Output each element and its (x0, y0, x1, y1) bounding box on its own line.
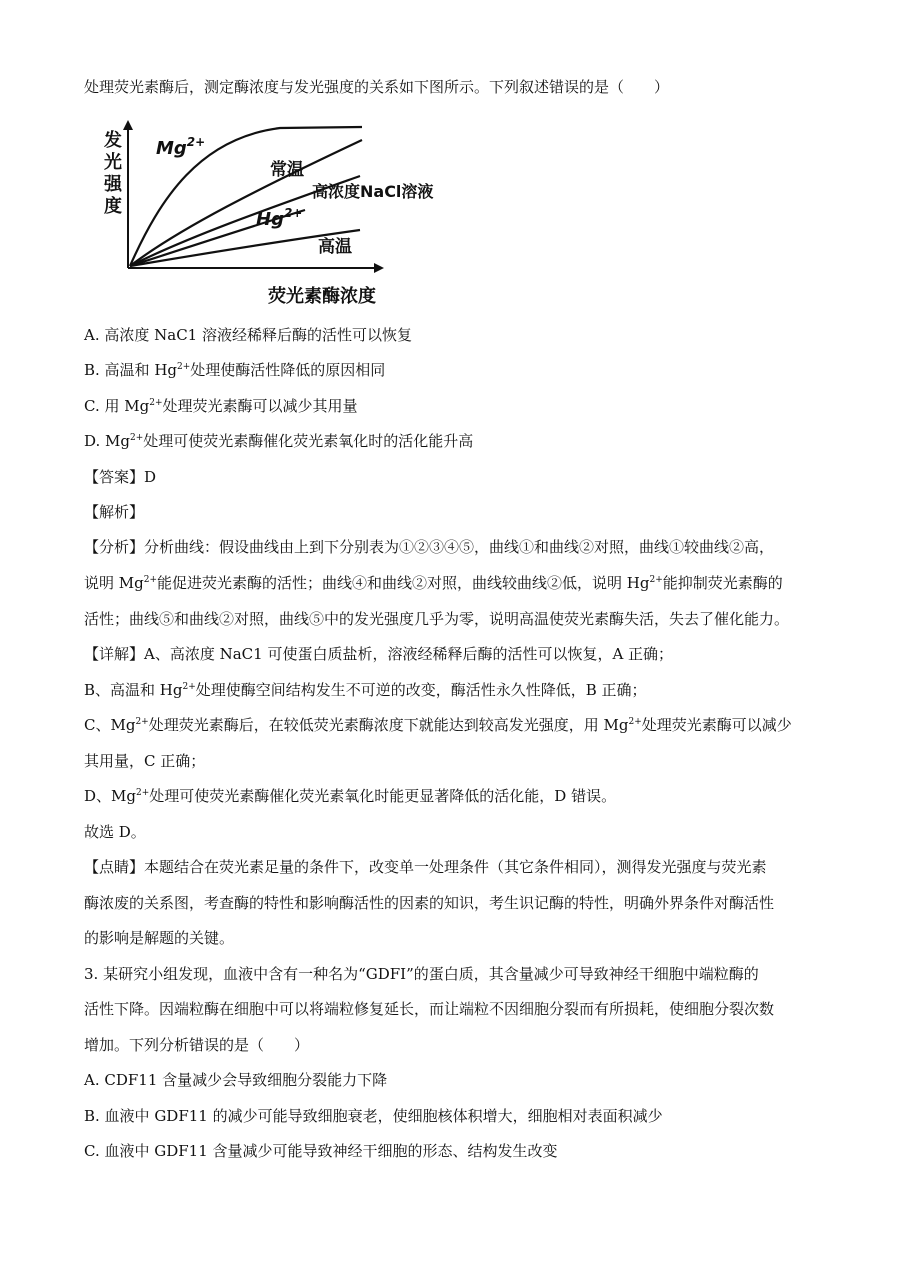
question-3-option-a: A. CDF11 含量减少会导致细胞分裂能力下降 (84, 1071, 388, 1089)
analysis-line-3: 活性；曲线⑤和曲线②对照，曲线⑤中的发光强度几乎为零，说明高温使荧光素酶失活，失去了催化能力。 (84, 610, 790, 628)
answer: 【答案】D (84, 468, 157, 486)
option-b: B. 高温和 $Hg^{2+}$处理使酶活性降低的原因相同 (84, 361, 386, 379)
series-label-hg: $Hg^{2+}$ (256, 206, 303, 230)
ylabel-char-3: 强 (104, 174, 122, 195)
y-axis-arrow (123, 120, 133, 130)
question-3-line-1: 3. 某研究小组发现，血液中含有一种名为“GDFI”的蛋白质，其含量减少可导致神经干细胞中端粒酶的 (84, 965, 759, 983)
detail-b: B、高温和 $Hg^{2+}$处理使酶空间结构发生不可逆的改变，酶活性永久性降低，B 正确； (84, 681, 647, 699)
enzyme-luminescence-chart (90, 118, 470, 313)
analysis-line-1: 【分析】分析曲线：假设曲线由上到下分别表为①②③④⑤，曲线①和曲线②对照，曲线①较曲线②高， (84, 538, 775, 556)
analysis-heading: 【解析】 (84, 503, 145, 521)
question-intro: 处理荧光素酶后，测定酶浓度与发光强度的关系如下图所示。下列叙述错误的是（ ） (84, 78, 670, 96)
question-3-line-2: 活性下降。因端粒酶在细胞中可以将端粒修复延长，而让端粒不因细胞分裂而有所损耗，使细胞分裂次数 (84, 1000, 775, 1018)
detail-c-cont: 其用量，C 正确； (84, 752, 206, 770)
detail-a: 【详解】A、高浓度 NaC1 可使蛋白质盐析，溶液经稀释后酶的活性可以恢复，A 正确； (84, 645, 674, 663)
ylabel-char-1: 发 (104, 130, 122, 151)
comment-line-2: 酶浓废的关系图，考查酶的特性和影响酶活性的因素的知识，考生识记酶的特性，明确外界条件对酶活性 (84, 894, 775, 912)
option-d: D. $Mg^{2+}$处理可使荧光素酶催化荧光素氧化时的活化能升高 (84, 432, 474, 450)
ylabel-char-2: 光 (104, 152, 122, 173)
series-label-mg: $Mg^{2+}$ (156, 135, 206, 159)
comment-line-1: 【点睛】本题结合在荧光素足量的条件下，改变单一处理条件（其它条件相同），测得发光强度与荧光素 (84, 858, 767, 876)
x-axis-title: 荧光素酶浓度 (268, 286, 376, 307)
detail-d: D、$Mg^{2+}$处理可使荧光素酶催化荧光素氧化时能更显著降低的活化能，D 错误。 (84, 787, 617, 805)
y-axis-title (103, 129, 123, 217)
question-3-line-3: 增加。下列分析错误的是（ ） (84, 1036, 310, 1054)
series-label-normal: 常温 (270, 160, 304, 180)
analysis-line-2: 说明 $Mg^{2+}$能促进荧光素酶的活性；曲线④和曲线②对照，曲线较曲线②低，说明 $Hg^{2+}$能抑制荧光素酶的 (84, 574, 783, 592)
detail-c: C、$Mg^{2+}$处理荧光素酶后，在较低荧光素酶浓度下就能达到较高发光强度，用 $Mg^{2+}$处理荧光素酶可以减少 (84, 716, 792, 734)
option-c: C. 用 $Mg^{2+}$处理荧光素酶可以减少其用量 (84, 397, 358, 415)
question-3-option-c: C. 血液中 GDF11 含量减少可能导致神经干细胞的形态、结构发生改变 (84, 1142, 558, 1160)
question-3-option-b: B. 血液中 GDF11 的减少可能导致细胞衰老，使细胞核体积增大，细胞相对表面积减少 (84, 1107, 663, 1125)
choose-line: 故选 D。 (84, 823, 146, 841)
series-label-nacl: 高浓度NaCl溶液 (312, 182, 434, 201)
option-a: A. 高浓度 NaC1 溶液经稀释后酶的活性可以恢复 (84, 326, 412, 344)
series-label-high-temp: 高温 (318, 237, 352, 257)
x-axis-arrow (374, 263, 384, 273)
ylabel-char-4: 度 (104, 196, 122, 217)
comment-line-3: 的影响是解题的关键。 (84, 929, 235, 947)
